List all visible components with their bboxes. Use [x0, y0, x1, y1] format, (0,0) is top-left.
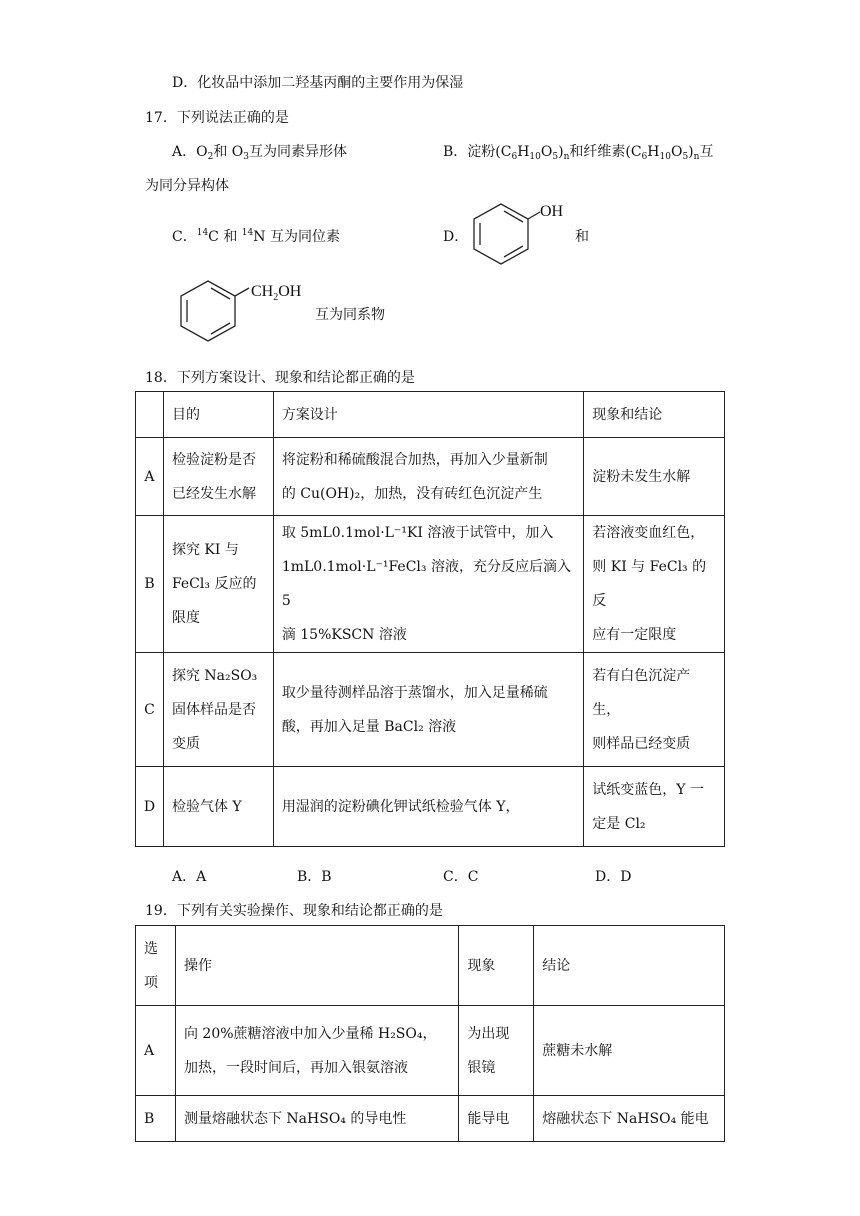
q18-choice-b: B．B: [297, 869, 332, 885]
table-header-row: [136, 926, 725, 1006]
header-cell: 结论: [534, 926, 725, 1006]
header-cell: 目的: [163, 392, 273, 438]
result-cell: 淀粉未发生水解: [584, 438, 725, 516]
q17-option-b-cont: 为同分异构体: [145, 178, 229, 194]
conclusion-cell: 蔗糖未水解: [534, 1006, 725, 1096]
result-cell: 若有白色沉淀产 生， 则样品已经变质: [584, 653, 725, 767]
row-label: A: [136, 438, 164, 516]
benzyl-sub: 2: [273, 292, 279, 303]
q17-stem: 17．下列说法正确的是: [145, 110, 289, 126]
design-cell: 用湿润的淀粉碘化钾试纸检验气体 Y，: [273, 767, 583, 847]
table-row: [136, 653, 725, 767]
header-cell: 现象: [459, 926, 534, 1006]
row-label: B: [136, 516, 164, 653]
q17-option-d-label: D．: [443, 229, 469, 245]
purpose-cell: 探究 KI 与 FeCl₃ 反应的 限度: [163, 516, 273, 653]
benzyl-oh-label: OH: [278, 283, 302, 300]
q16-option-d: D．化妆品中添加二羟基丙酮的主要作用为保湿: [172, 75, 464, 91]
q18-table: [135, 391, 725, 847]
table-row: [136, 1006, 725, 1096]
result-cell: 若溶液变血红色， 则 KI 与 FeCl₃ 的反 应有一定限度: [584, 516, 725, 653]
operation-cell: 测量熔融状态下 NaHSO₄ 的导电性: [175, 1096, 458, 1142]
table-row: [136, 1096, 725, 1142]
header-cell: 现象和结论: [584, 392, 725, 438]
table-row: [136, 516, 725, 653]
phenol-structure: [466, 196, 576, 268]
purpose-cell: 检验淀粉是否 已经发生水解: [163, 438, 273, 516]
purpose-cell: 探究 Na₂SO₃ 固体样品是否 变质: [163, 653, 273, 767]
q17-option-c: C．$^{14}$C 和 $^{14}$N 互为同位素: [172, 228, 340, 245]
q18-choice-d: D．D: [595, 869, 632, 885]
q18-choice-c: C．C: [443, 869, 479, 885]
benzyl-alcohol-structure: [175, 278, 315, 344]
q18-choice-a: A．A: [172, 869, 207, 885]
q19-table: [135, 925, 725, 1142]
q17-option-b: B．淀粉$(C_6H_{10}O_5)_n$和纤维素$(C_6H_{10}O_5)_n$互: [443, 144, 714, 162]
result-cell: 试纸变蓝色，Y 一 定是 Cl₂: [584, 767, 725, 847]
header-cell: [136, 392, 164, 438]
row-label: C: [136, 653, 164, 767]
row-label: A: [136, 1006, 176, 1096]
q17-option-d-end: 互为同系物: [315, 307, 385, 323]
design-cell: 将淀粉和稀硫酸混合加热，再加入少量新制 的 Cu(OH)₂，加热，没有砖红色沉淀产生: [273, 438, 583, 516]
conclusion-cell: 熔融状态下 NaHSO₄ 能电: [534, 1096, 725, 1142]
q17-option-a: A．$O_2$和 $O_3$互为同素异形体: [172, 144, 347, 162]
design-cell: 取 5mL0.1mol·L⁻¹KI 溶液于试管中，加入 1mL0.1mol·L⁻¹FeCl₃ 溶液，充分反应后滴入 5 滴 15%KSCN 溶液: [273, 516, 583, 653]
svg-text:CH2OH: [251, 283, 302, 303]
header-cell: 选 项: [136, 926, 176, 1006]
q17-and: 和: [575, 229, 589, 245]
table-row: [136, 438, 725, 516]
row-label: B: [136, 1096, 176, 1142]
header-cell: 方案设计: [273, 392, 583, 438]
phenomenon-cell: 为出现 银镜: [459, 1006, 534, 1096]
design-cell: 取少量待测样品溶于蒸馏水，加入足量稀硫 酸，再加入足量 BaCl₂ 溶液: [273, 653, 583, 767]
header-cell: 操作: [175, 926, 458, 1006]
phenomenon-cell: 能导电: [459, 1096, 534, 1142]
q19-stem: 19．下列有关实验操作、现象和结论都正确的是: [145, 903, 443, 919]
benzyl-ch-label: CH: [251, 283, 274, 300]
table-header-row: [136, 392, 725, 438]
phenol-oh-label: OH: [540, 203, 564, 220]
table-row: [136, 767, 725, 847]
row-label: D: [136, 767, 164, 847]
operation-cell: 向 20%蔗糖溶液中加入少量稀 H₂SO₄， 加热，一段时间后，再加入银氨溶液: [175, 1006, 458, 1096]
purpose-cell: 检验气体 Y: [163, 767, 273, 847]
q18-stem: 18．下列方案设计、现象和结论都正确的是: [145, 370, 415, 386]
